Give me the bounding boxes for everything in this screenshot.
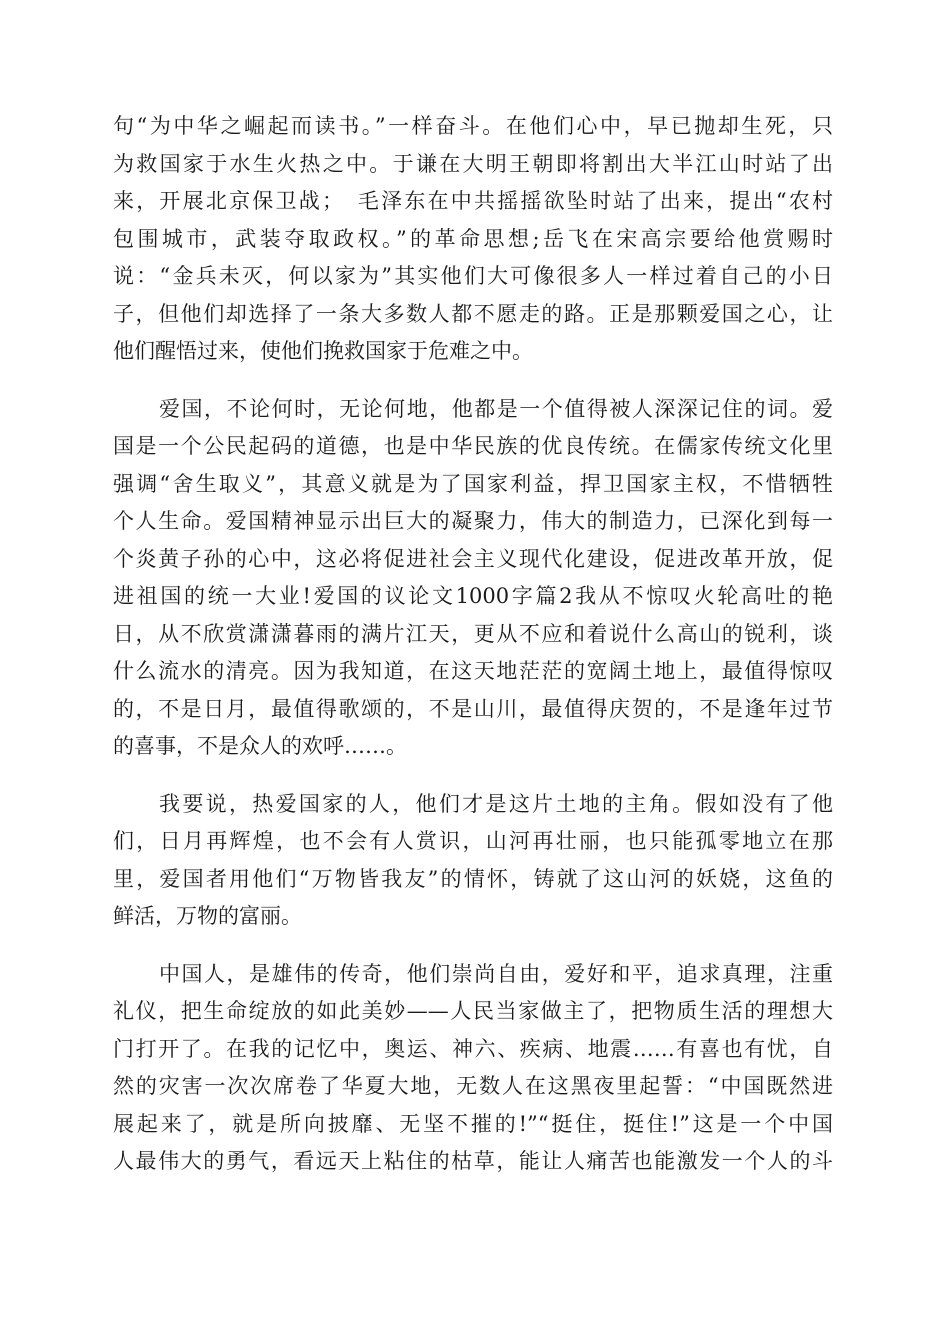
paragraph	[113, 786, 833, 936]
text-line: 为救国家于水生火热之中。于谦在大明王朝即将割出大半江山时站了出	[113, 151, 833, 176]
paragraph	[113, 391, 833, 766]
text-line: 国是一个公民起码的道德，也是中华民族的优良传统。在儒家传统文化里	[113, 434, 833, 458]
text-line: 我要说，热爱国家的人，他们才是这片土地的主角。假如没有了他	[159, 791, 833, 816]
text-line: 然的灾害一次次席卷了华夏大地，无数人在这黑夜里起誓：“中国既然进	[113, 1074, 833, 1098]
text-line: 什么流水的清亮。因为我知道，在这天地茫茫的宽阔土地上，最值得惊叹	[113, 659, 833, 683]
text-line: 他们醒悟过来，使他们挽救国家于危难之中。	[113, 339, 533, 363]
text-line: 们，日月再辉煌，也不会有人赏识，山河再壮丽，也只能孤零地立在那	[113, 829, 833, 853]
text-line: 强调“舍生取义”，其意义就是为了国家利益，捍卫国家主权，不惜牺牲	[113, 471, 833, 496]
text-line: 里，爱国者用他们“万物皆我友”的情怀，铸就了这山河的妖娆，这鱼的	[113, 866, 833, 891]
text-line: 说：“金兵未灭，何以家为”其实他们大可像很多人一样过着自己的小日	[113, 264, 833, 288]
text-line: 包围城市，武装夺取政权。”的革命思想;岳飞在宋高宗要给他赏赐时	[113, 226, 833, 251]
text-line: 门打开了。在我的记忆中，奥运、神六、疾病、地震……有喜也有忧，自	[113, 1036, 833, 1061]
text-line: 个炎黄子孙的心中，这必将促进社会主义现代化建设，促进改革开放，促	[113, 546, 833, 571]
text-line: 的喜事，不是众人的欢呼……。	[113, 734, 407, 758]
text-line: 人最伟大的勇气，看远天上粘住的枯草，能让人痛苦也能激发一个人的斗	[113, 1149, 833, 1173]
text-line: 中国人，是雄伟的传奇，他们崇尚自由，爱好和平，追求真理，注重	[159, 961, 833, 986]
text-line: 来，开展北京保卫战； 毛泽东在中共摇摇欲坠时站了出来，提出“农村	[113, 189, 833, 213]
document-page	[113, 108, 833, 1201]
text-line: 展起来了，就是所向披靡、无坚不摧的!”“挺住，挺住!”这是一个中国	[113, 1111, 833, 1136]
text-line: 爱国，不论何时，无论何地，他都是一个值得被人深深记住的词。爱	[159, 396, 833, 421]
text-line: 的，不是日月，最值得歌颂的，不是山川，最值得庆贺的，不是逢年过节	[113, 696, 833, 721]
text-line: 鲜活，万物的富丽。	[113, 904, 302, 928]
paragraph	[113, 108, 833, 371]
paragraph	[113, 956, 833, 1181]
text-line: 进祖国的统一大业!爱国的议论文1000字篇2我从不惊叹火轮高吐的艳	[113, 584, 833, 608]
text-line: 句“为中华之崛起而读书。”一样奋斗。在他们心中，早已抛却生死，只	[113, 114, 833, 138]
text-line: 个人生命。爱国精神显示出巨大的凝聚力，伟大的制造力，已深化到每一	[113, 509, 833, 533]
text-line: 礼仪，把生命绽放的如此美妙——人民当家做主了，把物质生活的理想大	[113, 999, 833, 1023]
text-line: 日，从不欣赏潇潇暮雨的满片江天，更从不应和着说什么高山的锐利，谈	[113, 621, 833, 646]
text-line: 子，但他们却选择了一条大多数人都不愿走的路。正是那颗爱国之心，让	[113, 301, 833, 326]
